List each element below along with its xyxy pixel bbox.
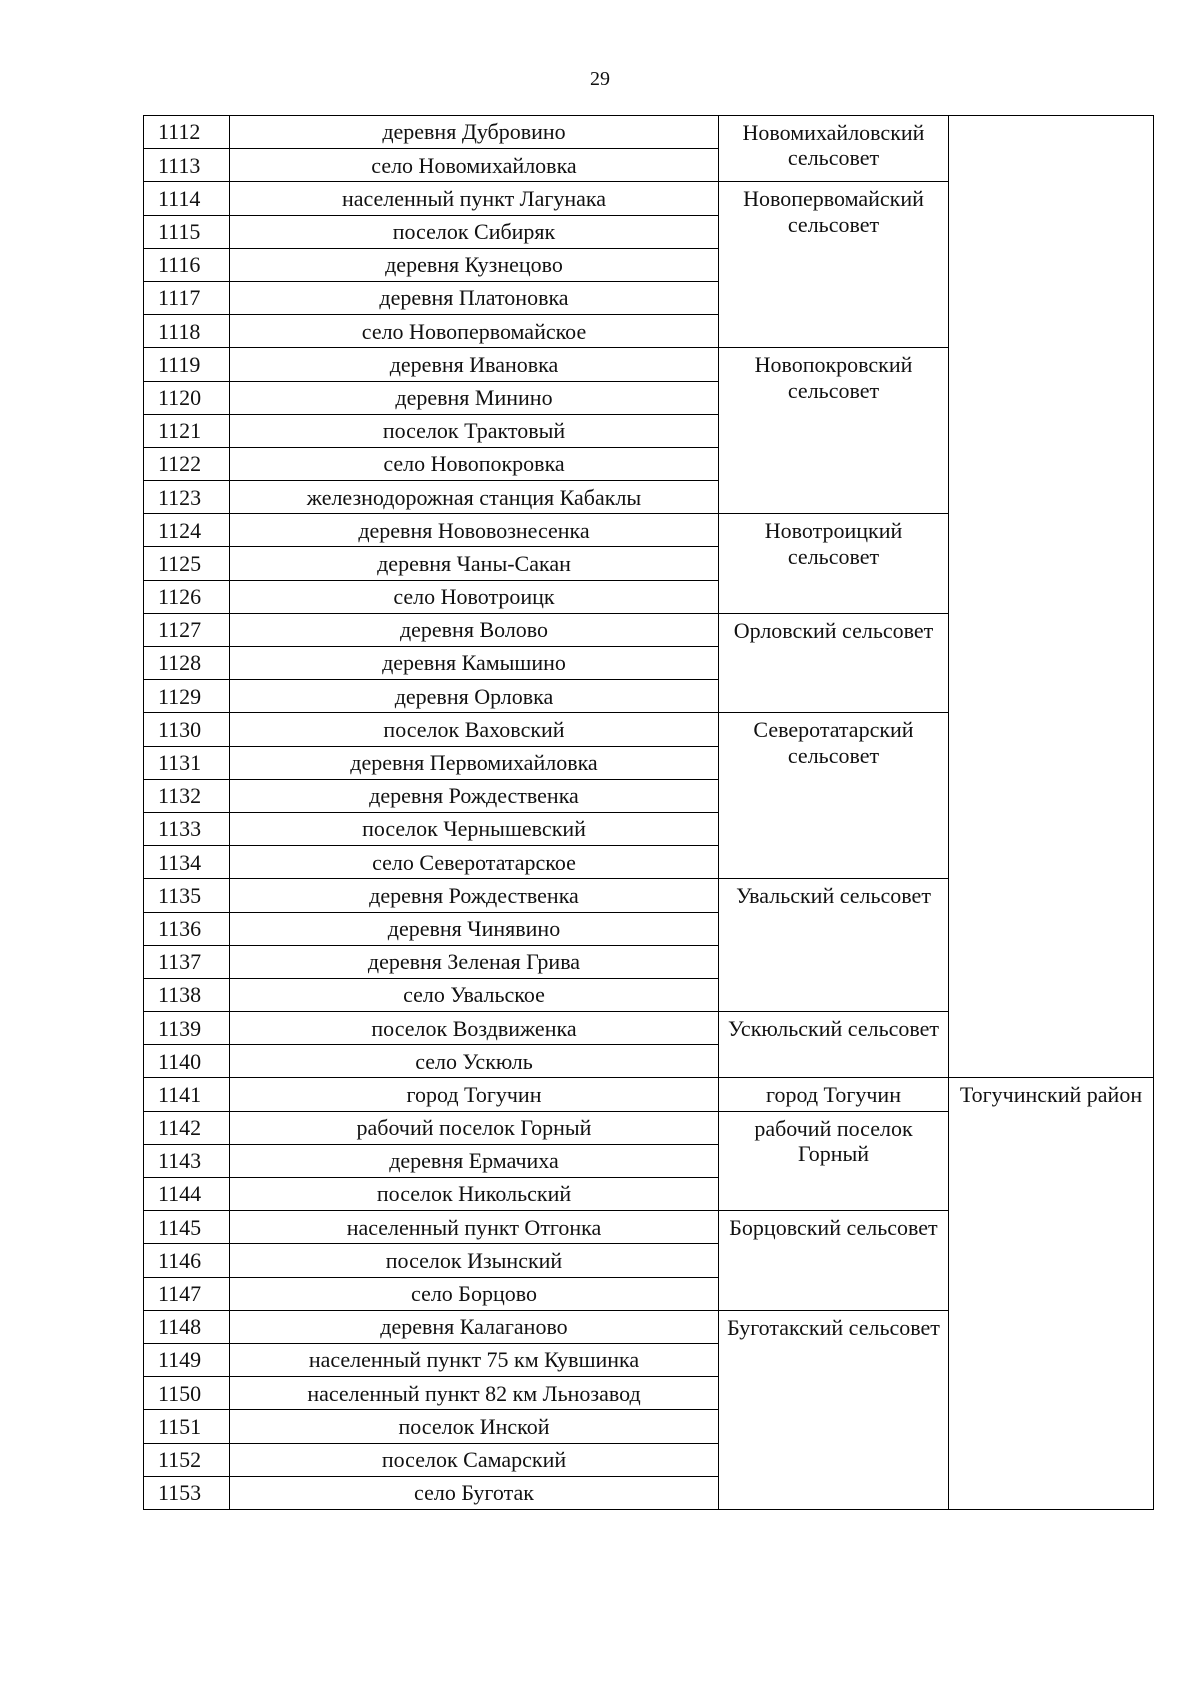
settlement-name: поселок Изынский	[230, 1244, 719, 1277]
row-number: 1127	[144, 613, 230, 646]
row-number: 1142	[144, 1111, 230, 1144]
row-number: 1149	[144, 1343, 230, 1376]
settlement-name: село Новотроицк	[230, 580, 719, 613]
settlement-name: деревня Кузнецово	[230, 248, 719, 281]
settlement-name: деревня Камышино	[230, 647, 719, 680]
settlement-name: село Борцово	[230, 1277, 719, 1310]
row-number: 1143	[144, 1144, 230, 1177]
settlement-name: деревня Дубровино	[230, 116, 719, 149]
settlement-name: поселок Сибиряк	[230, 215, 719, 248]
settlement-name: населенный пункт 82 км Льнозавод	[230, 1377, 719, 1410]
row-number: 1122	[144, 447, 230, 480]
settlement-name: деревня Калаганово	[230, 1310, 719, 1343]
row-number: 1119	[144, 348, 230, 381]
settlement-name: село Новомихайловка	[230, 149, 719, 182]
settlement-name: село Северотатарское	[230, 846, 719, 879]
settlement-name: деревня Нововознесенка	[230, 514, 719, 547]
municipality-cell: Новопокровский сельсовет	[719, 348, 949, 514]
row-number: 1148	[144, 1310, 230, 1343]
settlement-name: деревня Орловка	[230, 680, 719, 713]
settlement-name: поселок Трактовый	[230, 414, 719, 447]
row-number: 1153	[144, 1476, 230, 1509]
settlement-name: деревня Первомихайловка	[230, 746, 719, 779]
municipality-cell: рабочий поселок Горный	[719, 1111, 949, 1211]
row-number: 1113	[144, 149, 230, 182]
settlement-name: поселок Ваховский	[230, 713, 719, 746]
row-number: 1133	[144, 812, 230, 845]
municipality-cell: Новотроицкий сельсовет	[719, 514, 949, 614]
municipality-cell: Увальский сельсовет	[719, 879, 949, 1012]
table-row	[144, 1078, 1154, 1111]
row-number: 1134	[144, 846, 230, 879]
row-number: 1121	[144, 414, 230, 447]
settlement-name: деревня Минино	[230, 381, 719, 414]
settlement-name: город Тогучин	[230, 1078, 719, 1111]
settlement-name: деревня Зеленая Грива	[230, 945, 719, 978]
row-number: 1137	[144, 945, 230, 978]
municipality-cell: Борцовский сельсовет	[719, 1211, 949, 1311]
settlement-name: деревня Платоновка	[230, 281, 719, 314]
settlement-name: деревня Чинявино	[230, 912, 719, 945]
row-number: 1118	[144, 315, 230, 348]
settlement-name: поселок Инской	[230, 1410, 719, 1443]
row-number: 1120	[144, 381, 230, 414]
row-number: 1135	[144, 879, 230, 912]
row-number: 1144	[144, 1178, 230, 1211]
settlement-name: село Буготак	[230, 1476, 719, 1509]
row-number: 1129	[144, 680, 230, 713]
district-cell	[949, 116, 1154, 1078]
settlement-name: поселок Никольский	[230, 1178, 719, 1211]
municipality-cell: Буготакский сельсовет	[719, 1310, 949, 1509]
municipality-cell: Новомихайловский сельсовет	[719, 116, 949, 182]
municipality-cell: Ускюльский сельсовет	[719, 1012, 949, 1078]
row-number: 1141	[144, 1078, 230, 1111]
row-number: 1146	[144, 1244, 230, 1277]
row-number: 1138	[144, 978, 230, 1011]
municipality-cell: Новопервомайский сельсовет	[719, 182, 949, 348]
row-number: 1112	[144, 116, 230, 149]
row-number: 1115	[144, 215, 230, 248]
row-number: 1128	[144, 647, 230, 680]
page-number: 29	[590, 68, 610, 90]
settlement-name: деревня Ермачиха	[230, 1144, 719, 1177]
settlement-name: деревня Чаны-Сакан	[230, 547, 719, 580]
settlement-name: деревня Волово	[230, 613, 719, 646]
row-number: 1131	[144, 746, 230, 779]
settlement-name: населенный пункт 75 км Кувшинка	[230, 1343, 719, 1376]
row-number: 1123	[144, 481, 230, 514]
row-number: 1116	[144, 248, 230, 281]
row-number: 1126	[144, 580, 230, 613]
settlement-name: железнодорожная станция Кабаклы	[230, 481, 719, 514]
settlement-name: деревня Рождественка	[230, 779, 719, 812]
row-number: 1130	[144, 713, 230, 746]
settlement-name: поселок Самарский	[230, 1443, 719, 1476]
settlement-name: село Новопервомайское	[230, 315, 719, 348]
municipality-cell: Северотатарский сельсовет	[719, 713, 949, 879]
settlement-name: поселок Чернышевский	[230, 812, 719, 845]
row-number: 1152	[144, 1443, 230, 1476]
settlements-table-body	[144, 116, 1154, 1510]
municipality-cell: Орловский сельсовет	[719, 613, 949, 713]
table-row	[144, 116, 1154, 149]
row-number: 1145	[144, 1211, 230, 1244]
settlement-name: населенный пункт Отгонка	[230, 1211, 719, 1244]
row-number: 1114	[144, 182, 230, 215]
row-number: 1125	[144, 547, 230, 580]
district-cell: Тогучинский район	[949, 1078, 1154, 1509]
row-number: 1147	[144, 1277, 230, 1310]
settlement-name: село Ускюль	[230, 1045, 719, 1078]
settlement-name: село Новопокровка	[230, 447, 719, 480]
row-number: 1151	[144, 1410, 230, 1443]
row-number: 1117	[144, 281, 230, 314]
settlement-name: деревня Рождественка	[230, 879, 719, 912]
settlement-name: поселок Воздвиженка	[230, 1012, 719, 1045]
settlement-name: село Увальское	[230, 978, 719, 1011]
row-number: 1136	[144, 912, 230, 945]
settlements-table	[143, 115, 1154, 1510]
row-number: 1140	[144, 1045, 230, 1078]
row-number: 1150	[144, 1377, 230, 1410]
settlement-name: рабочий поселок Горный	[230, 1111, 719, 1144]
row-number: 1124	[144, 514, 230, 547]
row-number: 1139	[144, 1012, 230, 1045]
settlement-name: населенный пункт Лагунака	[230, 182, 719, 215]
settlement-name: деревня Ивановка	[230, 348, 719, 381]
row-number: 1132	[144, 779, 230, 812]
municipality-cell: город Тогучин	[719, 1078, 949, 1111]
